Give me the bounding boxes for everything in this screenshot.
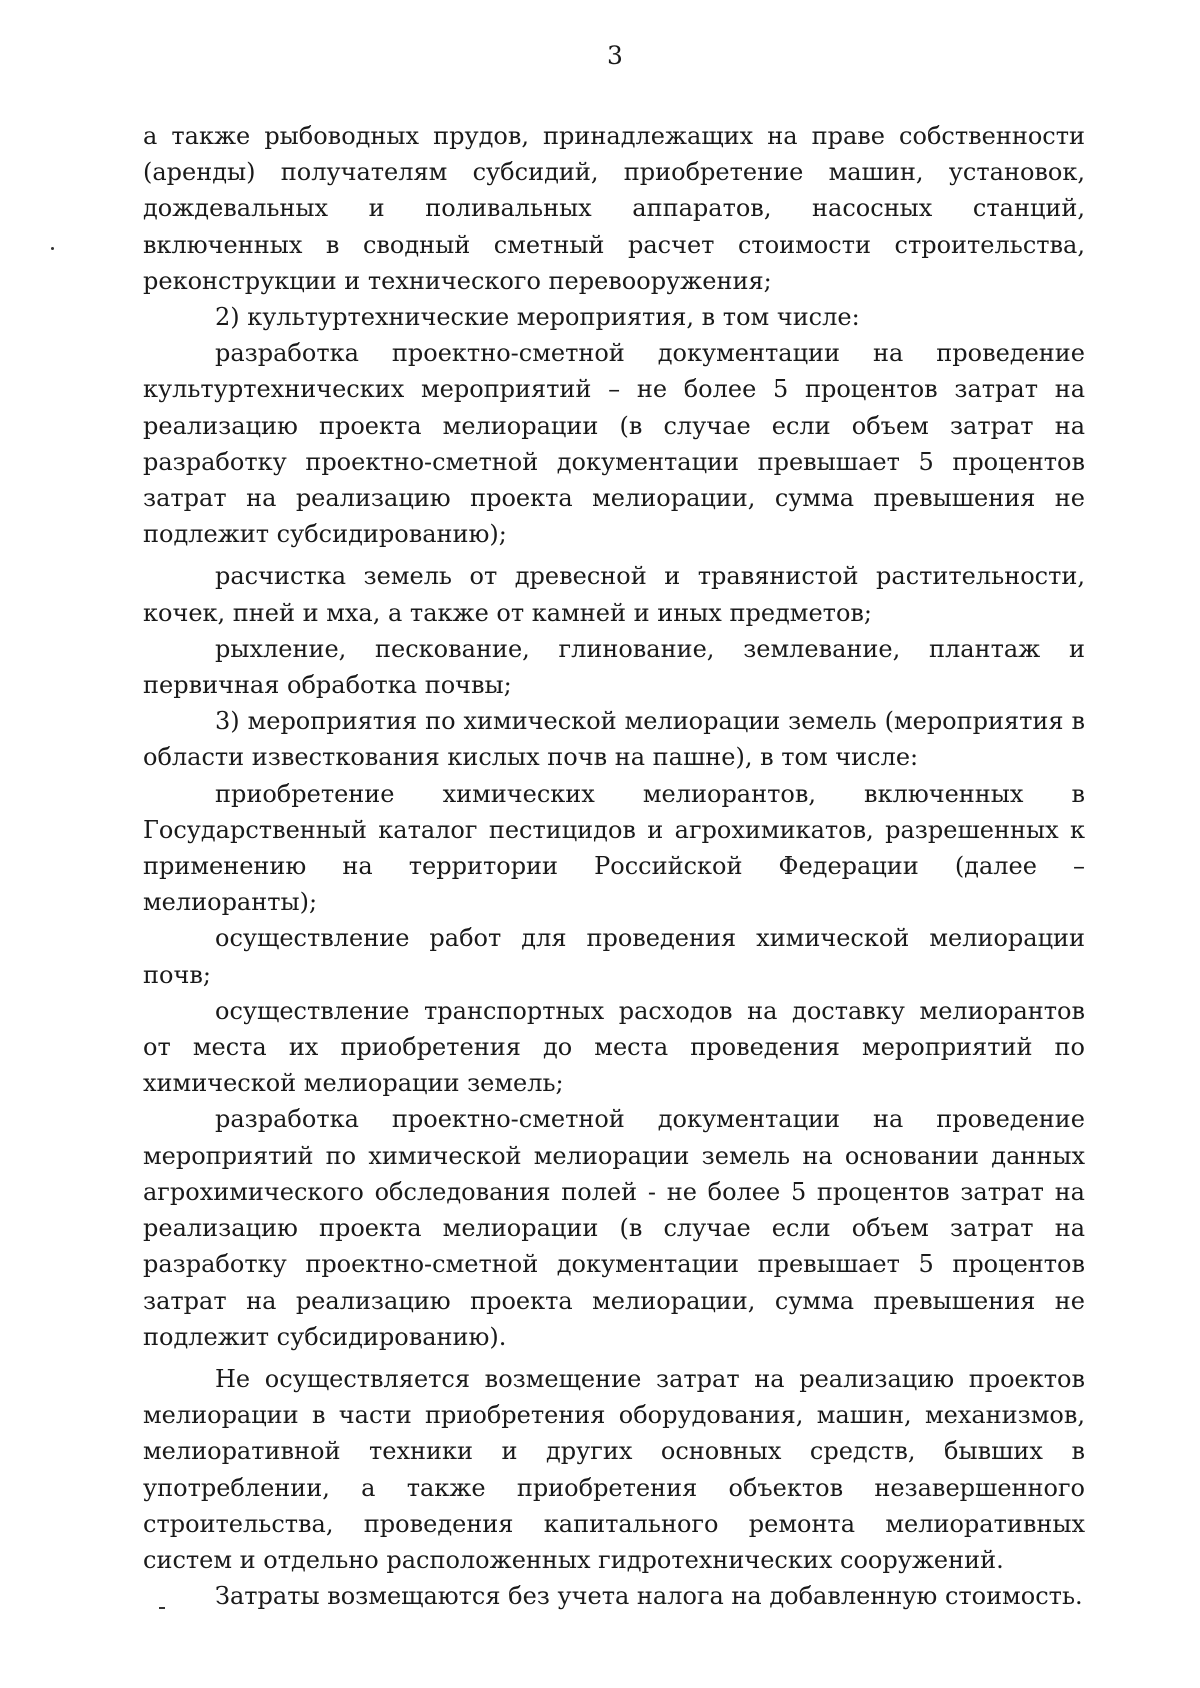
page-number: 3 xyxy=(607,41,623,70)
scan-speck xyxy=(159,1607,165,1609)
paragraph-item-2-heading: 2) культуртехнические мероприятия, в том числе: xyxy=(215,303,860,332)
paragraph-continuation: а также рыбоводных прудов, принадлежащих на праве собственности (аренды) получателям субсидий, приобретение машин, установок, дождевальных и поливальных аппаратов, насосных станций, включенных в сводный сметный расчет стоимости строительства, реконструкции и технического перевооружения; xyxy=(143,122,1085,295)
paragraph-item-3-heading: 3) мероприятия по химической мелиорации земель (мероприятия в области известкования кислых почв на пашне), в том числе: xyxy=(143,707,1085,772)
paragraph-transport-costs: осуществление транспортных расходов на доставку мелиорантов от места их приобретения до места проведения мероприятий по химической мелиорации земель; xyxy=(143,996,1085,1098)
paragraph-chemical-design-documentation: разработка проектно-сметной документации на проведение мероприятий по химической мелиорации земель на основании данных агрохимического обследования полей - не более 5 процентов затрат на реализацию проекта мелиорации (в случае если объем затрат на разработку проектно-сметной документации превышает 5 процентов затрат на реализацию проекта мелиорации, сумма превышения не подлежит субсидированию). xyxy=(143,1105,1085,1351)
paragraph-ameliorants-purchase: приобретение химических мелиорантов, включенных в Государственный каталог пестицидов и агрохимикатов, разрешенных к применению на территории Российской Федерации (далее – мелиоранты); xyxy=(143,779,1085,917)
paragraph-not-reimbursed: Не осуществляется возмещение затрат на реализацию проектов мелиорации в части приобретения оборудования, машин, механизмов, мелиоративной техники и других основных средств, бывших в употреблении, а также приобретения объектов незавершенного строительства, проведения капитального ремонта мелиоративных систем и отдельно расположенных гидротехнических сооружений. xyxy=(143,1364,1085,1574)
paragraph-vat-note: Затраты возмещаются без учета налога на добавленную стоимость. xyxy=(215,1582,1083,1611)
scan-speck xyxy=(51,247,54,250)
paragraph-chemical-works: осуществление работ для проведения химической мелиорации почв; xyxy=(143,924,1085,989)
paragraph-design-documentation: разработка проектно-сметной документации на проведение культуртехнических мероприятий – не более 5 процентов затрат на реализацию проекта мелиорации (в случае если объем затрат на разработку проектно-сметной документации превышает 5 процентов затрат на реализацию проекта мелиорации, сумма превышения не подлежит субсидированию); xyxy=(143,339,1085,549)
paragraph-soil-treatment: рыхление, пескование, глинование, землевание, плантаж и первичная обработка почвы; xyxy=(143,634,1085,700)
document-body xyxy=(143,118,1085,1614)
paragraph-land-clearing: расчистка земель от древесной и травянистой растительности, кочек, пней и мха, а также от камней и иных предметов; xyxy=(143,562,1085,627)
